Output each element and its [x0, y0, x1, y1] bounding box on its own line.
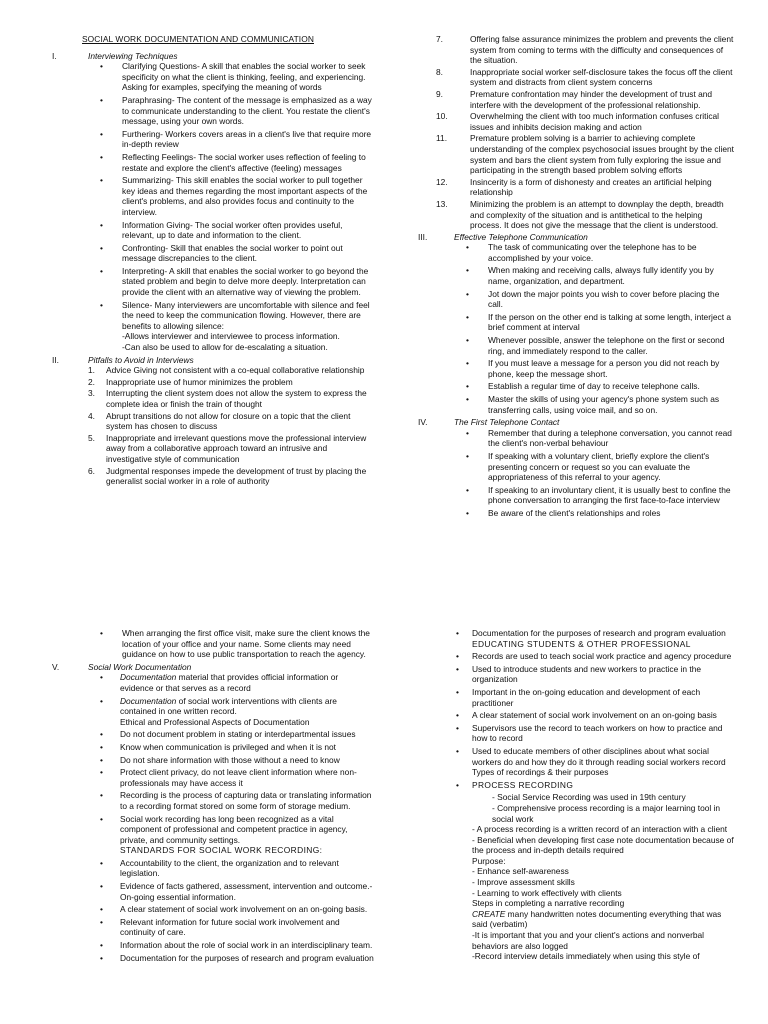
list-item: • Documentation material that provides official information or evidence or that serves as a record — [100, 672, 374, 693]
section-heading-pitfalls: II. Pitfalls to Avoid in Interviews — [52, 354, 194, 365]
list-item: • A clear statement of social work involvement on an on-going basis — [456, 710, 738, 721]
pitfalls-list-part2 — [418, 34, 736, 231]
section-heading-first-contact: IV. The First Telephone Contact — [418, 417, 560, 428]
list-item: • A clear statement of social work involvement on an on-going basis. — [100, 904, 374, 915]
list-item: • Paraphrasing- The content of the message is emphasized as a way to communicate understanding to the client. You restate the client's message, using your own words. — [100, 95, 374, 127]
list-item: • Important in the on-going education and development of each practitioner — [456, 687, 738, 708]
list-item: • Do not share information with those without a need to know — [100, 755, 374, 766]
list-item: 10. Overwhelming the client with too much information confuses critical issues and inhibits decision making and action — [436, 111, 720, 132]
list-item: • Do not document problem in stating or interdepartmental issues — [100, 729, 374, 740]
section-title: Effective Telephone Communication — [454, 231, 588, 242]
list-item: • Information Giving- The social worker often provides useful, relevant, up to date and information to the client. — [100, 220, 374, 241]
list-item: • The task of communicating over the telephone has to be accomplished by your voice. — [466, 242, 736, 263]
educating-heading: EDUCATING STUDENTS & OTHER PROFESSIONAL — [472, 638, 691, 649]
list-item: • Furthering- Workers covers areas in a client's live that require more in-depth review — [100, 129, 374, 150]
list-item — [456, 780, 738, 791]
list-item: • Silence- Many interviewers are uncomfortable with silence and feel the need to keep the communication flowing. However, there are benefits to allowing silence: -Allows interviewer and interviewee to process information. -Can also be used to allow for de-escalating a situation. — [100, 300, 374, 353]
pitfalls-list-part1 — [52, 365, 374, 487]
list-item: • Interpreting- A skill that enables the social worker to go beyond the stated problem and begin to delve more deeply. Interpretation can provide the client with an alternative way of viewing the problem. — [100, 266, 374, 298]
section-title: The First Telephone Contact — [454, 417, 560, 428]
list-item: • Accountability to the client, the organization and to relevant legislation. — [100, 858, 374, 879]
list-item: • Master the skills of using your agency's phone system such as transferring calls, using voice mail, and so on. — [466, 394, 736, 415]
list-item: • When making and receiving calls, always fully identify you by name, organization, and department. — [466, 265, 736, 286]
section-title: Pitfalls to Avoid in Interviews — [88, 354, 194, 365]
section-title: Social Work Documentation — [88, 661, 192, 672]
list-item: • Documentation for the purposes of research and program evaluation — [100, 953, 374, 964]
list-item: 9. Premature confrontation may hinder the development of trust and interfere with the development of the professional relationship. — [436, 88, 713, 110]
documentation-list — [52, 672, 374, 963]
section-heading-telephone: III. Effective Telephone Communication — [418, 231, 588, 242]
list-item: • Be aware of the client's relationships and roles — [466, 508, 736, 519]
types-line: Types of recordings & their purposes — [472, 767, 609, 778]
list-item: • Evidence of facts gathered, assessment, intervention and outcome.- On-going essential information. — [100, 881, 374, 902]
list-item: 1. Advice Giving not consistent with a co-equal collaborative relationship — [88, 365, 365, 376]
list-item: • Reflecting Feelings- The social worker uses reflection of feeling to restate and explore the client's affective (feeling) messages — [100, 152, 374, 173]
list-item: • Remember that during a telephone conversation, you cannot read the client's non-verbal behaviour — [466, 428, 736, 449]
list-item: • If speaking to an involuntary client, it is usually best to confine the phone conversation to arranging the first face-to-face interview — [466, 485, 736, 506]
list-item: • If the person on the other end is talking at some length, interject a brief comment at interval — [466, 312, 736, 333]
right-column-bottom — [456, 628, 738, 962]
list-item: • Confronting- Skill that enables the social worker to point out message discrepancies to the client. — [100, 243, 374, 264]
list-item: • If speaking with a voluntary client, briefly explore the client's presenting concern or request so you can evaluate the appropriateness of this referral to your agency. — [466, 451, 736, 483]
list-item: • Clarifying Questions- A skill that enables the social worker to seek specificity on what the client is thinking, feeling, and experiencing. Asking for examples, specifying the meaning of words — [100, 61, 374, 93]
list-item: 13. Minimizing the problem is an attempt to downplay the depth, breadth and complexity of the situation and is antithetical to the helping process. It does not give the message that the client is understood. — [436, 198, 724, 231]
list-item: • Records are used to teach social work practice and agency procedure — [456, 651, 738, 662]
section-heading-interviewing: I. Interviewing Techniques — [52, 50, 178, 61]
right-column-top — [418, 34, 736, 521]
first-contact-list — [418, 428, 736, 519]
first-contact-list-continued — [52, 628, 374, 660]
list-item: • When arranging the first office visit, make sure the client knows the location of your office and your name. Some clients may need guidance on how to use public transportation to reach the agency. — [100, 628, 374, 660]
list-item: • Supervisors use the record to teach workers on how to practice and how to record — [456, 723, 738, 744]
list-item: • Used to educate members of other disciplines about what social workers do and how they do it through reading social workers record Types of recordings & their purposes — [456, 746, 738, 778]
telephone-list — [418, 242, 736, 415]
document-title: SOCIAL WORK DOCUMENTATION AND COMMUNICATION — [82, 34, 314, 44]
list-item: • Summarizing- This skill enables the social worker to pull together key ideas and themes regarding the most important aspects of the client's problems, and also provides focus and continuity to the interview. — [100, 175, 374, 217]
list-item: 7. Offering false assurance minimizes the problem and prevents the client system from coming to terms with the difficulty and consequences of the situation. — [436, 34, 734, 66]
list-item: • Documentation for the purposes of research and program evaluation EDUCATING STUDENTS & OTHER PROFESSIONAL — [456, 628, 738, 649]
left-column-bottom — [52, 628, 374, 965]
list-item: • Used to introduce students and new workers to practice in the organization — [456, 664, 738, 685]
list-item: • Know when communication is privileged and when it is not — [100, 742, 374, 753]
list-item: • Whenever possible, answer the telephone on the first or second ring, and immediately respond to the caller. — [466, 335, 736, 356]
list-item: • Information about the role of social work in an interdisciplinary team. — [100, 940, 374, 951]
list-item: 11. Premature problem solving is a barrier to achieving complete understanding of the complex psychosocial issues brought by the client system and bars the client system from fully exploring the issue and participating in the strength based problem solving efforts — [436, 133, 734, 176]
list-item: 4. Abrupt transitions do not allow for closure on a topic that the client system has chosen to discuss — [88, 410, 351, 432]
process-recording-block: - Social Service Recording was used in 19th century - Comprehensive process recording is a major learning tool in social work - A process recording is a written record of an interaction with a client - Beneficial when developing first case note documentation because of the process and in-depth details required Purpose: - Enhance self-awareness - Improve assessment skills - Learning to work effectively with clients Steps in completing a narrative recording CREATE many handwritten notes documenting everything that was said (verbatim) -It is important that you and your client's actions and nonverbal behaviors are also logged -Record interview details immediately when using this style of — [456, 792, 738, 962]
section-title: Interviewing Techniques — [88, 50, 178, 61]
purpose-label: Purpose: — [472, 855, 506, 866]
process-heading: PROCESS RECORDING — [472, 779, 574, 790]
list-item: • Social work recording has long been recognized as a vital component of professional and competent practice in agency, private, and community settings. STANDARDS FOR SOCIAL WORK RECORDING: — [100, 814, 374, 856]
list-item: 6. Judgmental responses impede the development of trust by placing the generalist social worker in a role of authority — [88, 465, 367, 487]
section-heading-documentation: V. Social Work Documentation — [52, 661, 192, 672]
list-item: • Recording is the process of capturing data or translating information to a recording format stored on some form of storage medium. — [100, 790, 374, 811]
list-item: 8. Inappropriate social worker self-disclosure takes the focus off the client system and distracts from client system concerns — [436, 66, 733, 88]
standards-heading: STANDARDS FOR SOCIAL WORK RECORDING: — [120, 845, 323, 856]
list-item: • Documentation of social work interventions with clients are contained in one written record. Ethical and Professional Aspects of Documentation — [100, 696, 374, 728]
list-item: • Establish a regular time of day to receive telephone calls. — [466, 381, 736, 392]
left-column-top — [52, 34, 374, 488]
list-item: • Protect client privacy, do not leave client information where non-professionals may have access it — [100, 767, 374, 788]
list-item: 5. Inappropriate and irrelevant questions move the professional interview away from a collaborative approach toward an intrusive and investigative style of communication — [88, 432, 367, 464]
interviewing-techniques-list — [52, 61, 374, 352]
list-item: 2. Inappropriate use of humor minimizes the problem — [88, 376, 293, 387]
list-item: 12. Insincerity is a form of dishonesty and creates an artificial helping relationship — [436, 176, 712, 198]
list-item: • Jot down the major points you wish to cover before placing the call. — [466, 289, 736, 310]
documentation-list-continued — [456, 628, 738, 790]
list-item: 3. Interrupting the client system does not allow the system to express the complete idea or finish the train of thought — [88, 388, 367, 409]
list-item: • Relevant information for future social work involvement and continuity of care. — [100, 917, 374, 938]
ethical-heading: Ethical and Professional Aspects of Documentation — [120, 716, 310, 727]
list-item: • If you must leave a message for a person you did not reach by phone, keep the message short. — [466, 358, 736, 379]
